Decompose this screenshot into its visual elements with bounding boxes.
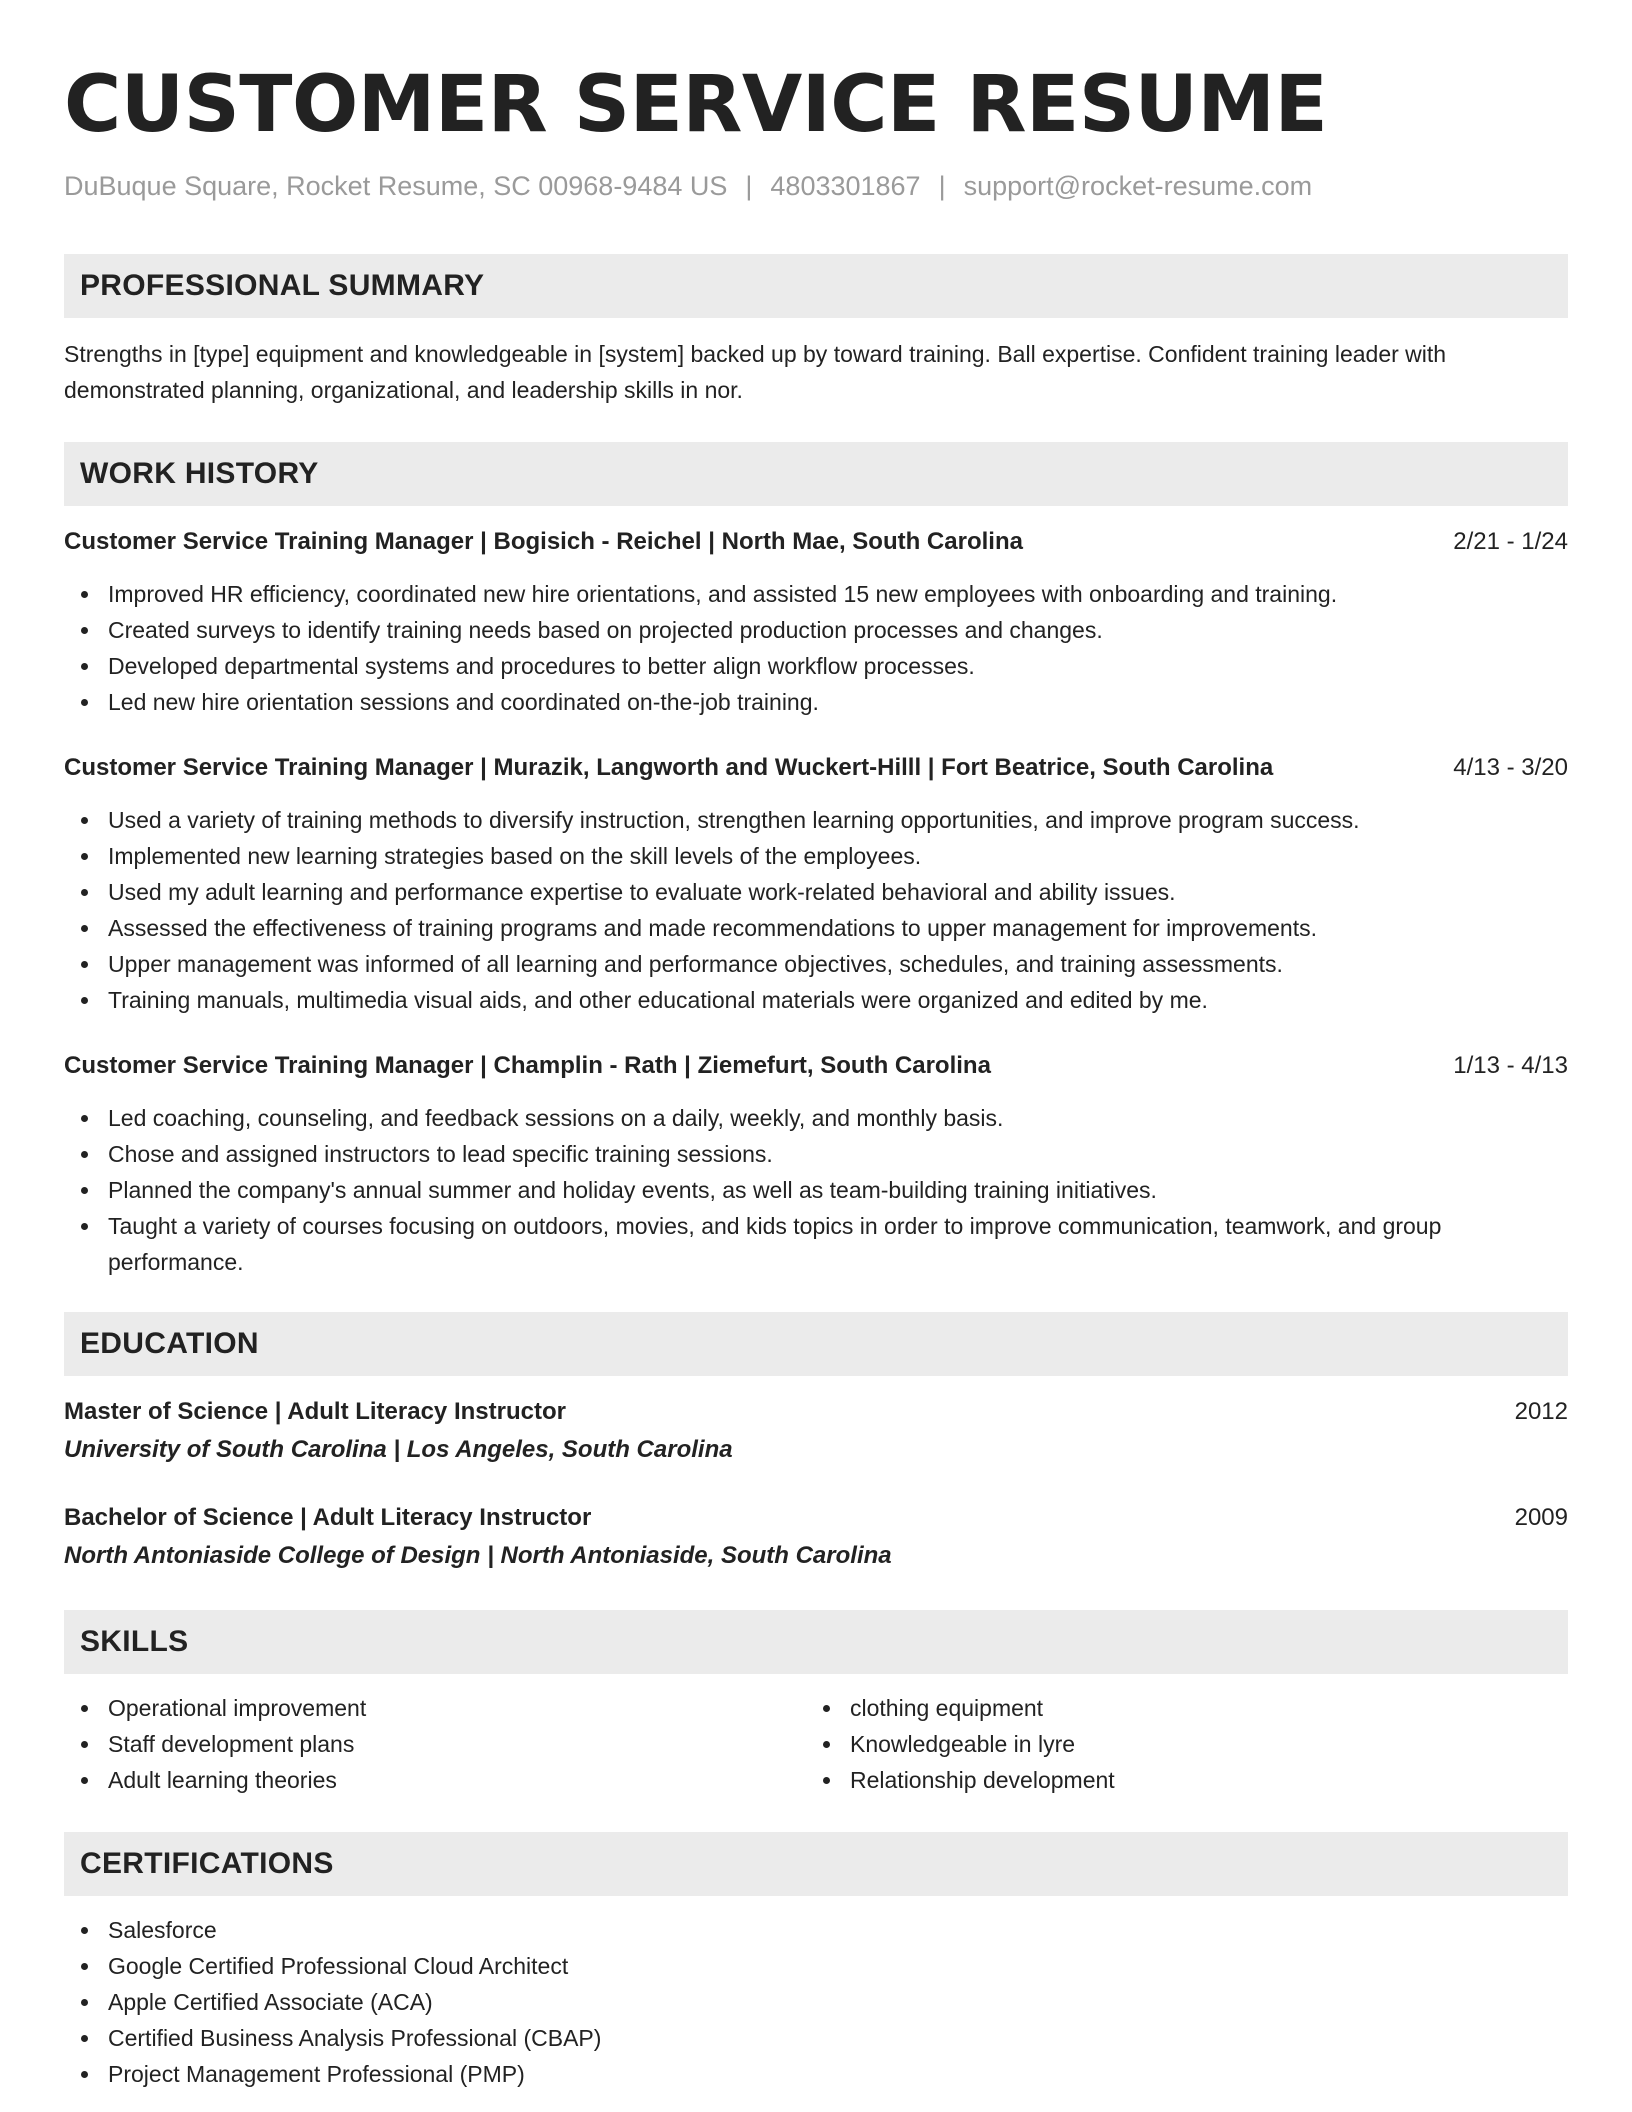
list-item: Google Certified Professional Cloud Architect [64, 1948, 1568, 1984]
list-item: Chose and assigned instructors to lead specific training sessions. [64, 1136, 1568, 1172]
list-item: Apple Certified Associate (ACA) [64, 1984, 1568, 2020]
job-dates: 1/13 - 4/13 [1453, 1052, 1568, 1079]
list-item: Adult learning theories [64, 1762, 806, 1798]
list-item: Operational improvement [64, 1690, 806, 1726]
contact-address: DuBuque Square, Rocket Resume, SC 00968-9484 US [64, 171, 728, 201]
list-item: Led coaching, counseling, and feedback sessions on a daily, weekly, and monthly basis. [64, 1100, 1568, 1136]
contact-separator: | [938, 171, 946, 201]
education-school: North Antoniaside College of Design | North Antoniaside, South Carolina [64, 1542, 892, 1569]
list-item: Knowledgeable in lyre [806, 1726, 1548, 1762]
list-item: Relationship development [806, 1762, 1548, 1798]
section-heading-summary: PROFESSIONAL SUMMARY [64, 254, 1568, 318]
list-item: Implemented new learning strategies based on the skill levels of the employees. [64, 838, 1568, 874]
section-heading-education: EDUCATION [64, 1312, 1568, 1376]
list-item: Upper management was informed of all learning and performance objectives, schedules, and training assessments. [64, 946, 1568, 982]
education-degree: Bachelor of Science | Adult Literacy Instructor [64, 1504, 592, 1531]
list-item: Staff development plans [64, 1726, 806, 1762]
job-entry [64, 1048, 1568, 1280]
list-item: Planned the company's annual summer and holiday events, as well as team-building training initiatives. [64, 1172, 1568, 1208]
contact-line [64, 168, 1568, 204]
education-entry [64, 1394, 1568, 1470]
certifications-list [64, 1912, 1568, 2092]
job-bullets [64, 1100, 1568, 1280]
job-bullets [64, 802, 1568, 1018]
section-heading-skills: SKILLS [64, 1610, 1568, 1674]
list-item: Created surveys to identify training needs based on projected production processes and changes. [64, 612, 1568, 648]
list-item: Used a variety of training methods to diversify instruction, strengthen learning opportunities, and improve program success. [64, 802, 1568, 838]
list-item: Salesforce [64, 1912, 1568, 1948]
list-item: Training manuals, multimedia visual aids, and other educational materials were organized and edited by me. [64, 982, 1568, 1018]
list-item: Taught a variety of courses focusing on outdoors, movies, and kids topics in order to improve communication, teamwork, and group performance. [64, 1208, 1568, 1280]
job-title: Customer Service Training Manager | Champlin - Rath | Ziemefurt, South Carolina [64, 1052, 991, 1079]
education-school: University of South Carolina | Los Angeles, South Carolina [64, 1436, 733, 1463]
education-entry [64, 1500, 1568, 1576]
job-entry [64, 750, 1568, 1018]
education-degree: Master of Science | Adult Literacy Instructor [64, 1398, 566, 1425]
list-item: Assessed the effectiveness of training programs and made recommendations to upper management for improvements. [64, 910, 1568, 946]
skills-grid [64, 1690, 1568, 1798]
list-item: Project Management Professional (PMP) [64, 2056, 1568, 2092]
list-item: clothing equipment [806, 1690, 1548, 1726]
contact-separator: | [745, 171, 753, 201]
list-item: Developed departmental systems and procedures to better align workflow processes. [64, 648, 1568, 684]
job-title: Customer Service Training Manager | Murazik, Langworth and Wuckert-Hilll | Fort Beatrice, South Carolina [64, 754, 1274, 781]
education-year: 2009 [1514, 1504, 1568, 1531]
resume-title: CUSTOMER SERVICE RESUME [64, 60, 1328, 150]
job-title: Customer Service Training Manager | Bogisich - Reichel | North Mae, South Carolina [64, 528, 1023, 555]
list-item: Certified Business Analysis Professional (CBAP) [64, 2020, 1568, 2056]
section-heading-certifications: CERTIFICATIONS [64, 1832, 1568, 1896]
resume-page [64, 60, 1568, 2092]
education-year: 2012 [1514, 1398, 1568, 1425]
job-entry [64, 524, 1568, 720]
contact-email: support@rocket-resume.com [963, 171, 1313, 201]
contact-phone: 4803301867 [770, 171, 921, 201]
list-item: Led new hire orientation sessions and coordinated on-the-job training. [64, 684, 1568, 720]
list-item: Improved HR efficiency, coordinated new hire orientations, and assisted 15 new employees with onboarding and training. [64, 576, 1568, 612]
job-bullets [64, 576, 1568, 720]
list-item: Used my adult learning and performance expertise to evaluate work-related behavioral and ability issues. [64, 874, 1568, 910]
job-dates: 2/21 - 1/24 [1453, 528, 1568, 555]
skills-column-right [806, 1690, 1548, 1798]
section-heading-work-history: WORK HISTORY [64, 442, 1568, 506]
summary-text: Strengths in [type] equipment and knowledgeable in [system] backed up by toward training. Ball expertise. Confident training leader with demonstrated planning, organizational, and leadership skills in nor. [64, 341, 1447, 403]
skills-column-left [64, 1690, 806, 1798]
job-dates: 4/13 - 3/20 [1453, 754, 1568, 781]
